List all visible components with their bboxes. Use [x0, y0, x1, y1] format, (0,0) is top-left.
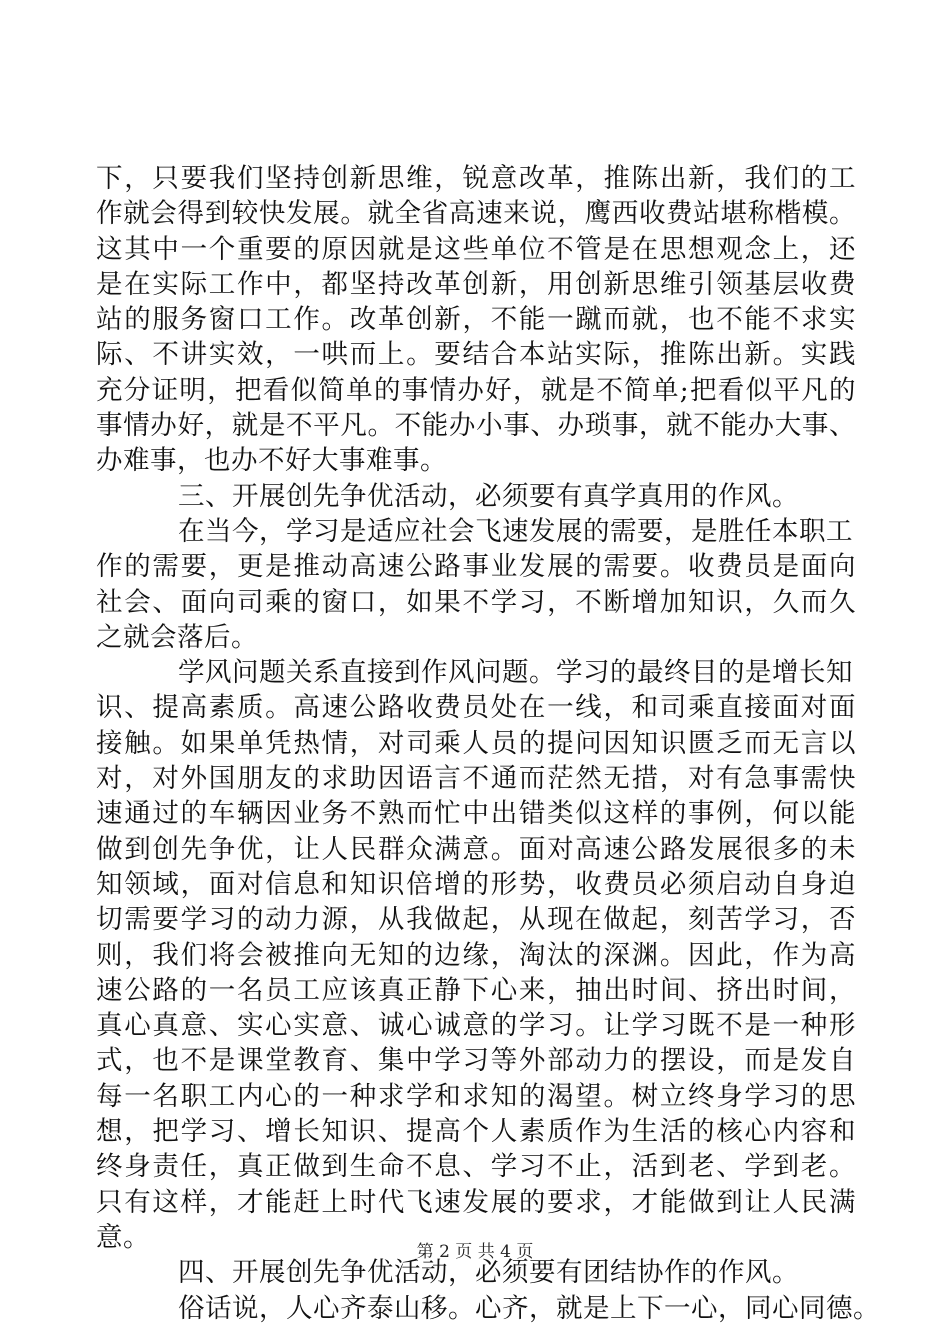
- text-line: 终身责任，真正做到生命不息、学习不止，活到老、学到老。: [96, 1151, 856, 1183]
- text-line: 则，我们将会被推向无知的边缘，淘汰的深渊。因此，作为高: [96, 939, 856, 971]
- text-line: 四、开展创先争优活动，必须要有团结协作的作风。: [178, 1257, 799, 1289]
- text-line: 俗话说，人心齐泰山移。心齐，就是上下一心，同心同德。: [178, 1292, 880, 1324]
- text-line: 作就会得到较快发展。就全省高速来说，鹰西收费站堪称楷模。: [96, 198, 856, 230]
- text-line: 站的服务窗口工作。改革创新，不能一蹴而就，也不能不求实: [96, 304, 856, 336]
- text-line: 式，也不是课堂教育、集中学习等外部动力的摆设，而是发自: [96, 1045, 856, 1077]
- text-line: 意。: [96, 1221, 150, 1253]
- text-line: 速通过的车辆因业务不熟而忙中出错类似这样的事例，何以能: [96, 798, 856, 830]
- text-line: 是在实际工作中，都坚持改革创新，用创新思维引领基层收费: [96, 268, 856, 300]
- text-line: 这其中一个重要的原因就是这些单位不管是在思想观念上，还: [96, 233, 856, 265]
- text-line: 速公路的一名员工应该真正静下心来，抽出时间、挤出时间，: [96, 974, 856, 1006]
- text-line: 充分证明，把看似简单的事情办好，就是不简单;把看似平凡的: [96, 374, 856, 406]
- text-line: 只有这样，才能赶上时代飞速发展的要求，才能做到让人民满: [96, 1186, 856, 1218]
- text-line: 真心真意、实心实意、诚心诚意的学习。让学习既不是一种形: [96, 1010, 856, 1042]
- page-footer: 第 2 页 共 4 页: [416, 1242, 534, 1262]
- document-body: [96, 161, 880, 1326]
- text-line: 接触。如果单凭热情，对司乘人员的提问因知识匮乏而无言以: [96, 727, 856, 759]
- text-line: 学风问题关系直接到作风问题。学习的最终目的是增长知: [178, 657, 853, 689]
- text-line: 想，把学习、增长知识、提高个人素质作为生活的核心内容和: [96, 1116, 856, 1148]
- text-line: 知领域，面对信息和知识倍增的形势，收费员必须启动自身迫: [96, 868, 856, 900]
- text-line: 社会、面向司乘的窗口，如果不学习，不断增加知识，久而久: [96, 586, 856, 618]
- text-line: 在当今，学习是适应社会飞速发展的需要，是胜任本职工: [178, 515, 853, 547]
- text-line: 做到创先争优，让人民群众满意。面对高速公路发展很多的未: [96, 833, 856, 865]
- text-line: 对，对外国朋友的求助因语言不通而茫然无措，对有急事需快: [96, 763, 856, 795]
- text-line: 作的需要，更是推动高速公路事业发展的需要。收费员是面向: [96, 551, 856, 583]
- text-line: 之就会落后。: [96, 621, 258, 653]
- text-line: 每一名职工内心的一种求学和求知的渴望。树立终身学习的思: [96, 1080, 856, 1112]
- text-line: 事情办好，就是不平凡。不能办小事、办琐事，就不能办大事、: [96, 410, 856, 442]
- text-line: 三、开展创先争优活动，必须要有真学真用的作风。: [178, 480, 799, 512]
- text-line: 际、不讲实效，一哄而上。要结合本站实际，推陈出新。实践: [96, 339, 856, 371]
- text-line: 下，只要我们坚持创新思维，锐意改革，推陈出新，我们的工: [96, 163, 856, 194]
- text-line: 办难事，也办不好大事难事。: [96, 445, 447, 477]
- text-line: 识、提高素质。高速公路收费员处在一线，和司乘直接面对面: [96, 692, 856, 724]
- text-line: 切需要学习的动力源，从我做起，从现在做起，刻苦学习，否: [96, 904, 856, 936]
